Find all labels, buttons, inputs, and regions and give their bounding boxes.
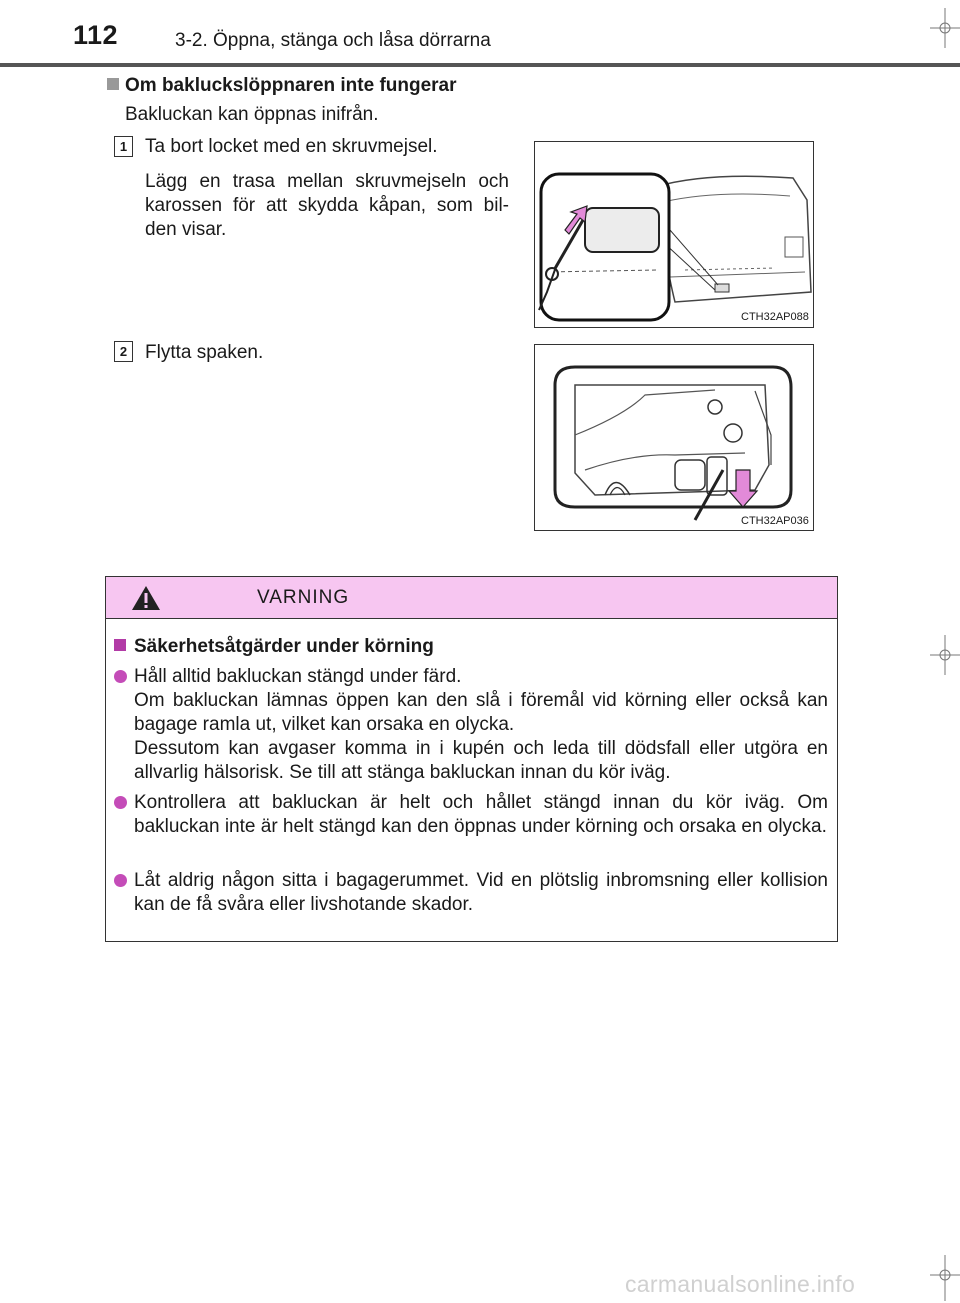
step-2-text: Flytta spaken.	[145, 342, 264, 363]
circle-bullet-icon	[114, 796, 127, 809]
warning-heading-text: Säkerhetsåtgärder under körning	[134, 636, 434, 657]
lever-illustration	[535, 345, 813, 530]
warning-item-line: Håll alltid bakluckan stängd under färd.	[134, 666, 462, 687]
crop-mark-icon	[930, 8, 960, 48]
section-intro: Bakluckan kan öppnas inifrån.	[125, 104, 379, 125]
step-number-badge: 1	[114, 136, 133, 157]
section-heading	[107, 75, 457, 97]
warning-item-line: Kontrollera att bakluckan är helt och hållet stängd innan du kör iväg. Om bakluckan inte är helt stängd kan den öppnas under körning och orsaka en olycka.	[134, 792, 828, 837]
square-bullet-icon	[114, 639, 126, 651]
warning-item	[134, 791, 828, 839]
tailgate-cover-illustration	[535, 142, 813, 327]
warning-item-line: Om bakluckan lämnas öppen kan den slå i föremål vid körning eller också kan bagage ramla ut, vilket kan orsaka en olycka.	[134, 690, 828, 735]
warning-item-line: Dessutom kan avgaser komma in i kupén och leda till dödsfall eller utgöra en allvarlig hälsorisk. Se till att stänga bakluckan innan du kör iväg.	[134, 738, 828, 783]
figure-remove-cover	[534, 141, 814, 328]
crop-mark-icon	[930, 635, 960, 675]
chapter-title: 3-2. Öppna, stänga och låsa dörrarna	[175, 30, 491, 51]
warning-header	[106, 577, 837, 619]
figure-code-label: CTH32AP036	[741, 515, 809, 527]
page-number: 112	[73, 20, 119, 50]
warning-box	[105, 576, 838, 942]
warning-item-line: Låt aldrig någon sitta i bagagerummet. Vid en plötslig inbromsning eller kollision kan de få svåra eller livshotande skador.	[134, 870, 828, 915]
warning-item	[134, 869, 828, 917]
circle-bullet-icon	[114, 670, 127, 683]
step-number-badge: 2	[114, 341, 133, 362]
warning-heading	[114, 636, 434, 658]
warning-item	[134, 665, 828, 785]
header-rule	[0, 63, 960, 67]
page-header	[0, 0, 960, 70]
watermark: carmanualsonline.info	[625, 1271, 856, 1297]
figure-code-label: CTH32AP088	[741, 311, 809, 323]
crop-mark-icon	[930, 1255, 960, 1301]
section-heading-text: Om bakluckslöppnaren inte fungerar	[125, 75, 457, 96]
step-1-note: Lägg en trasa mellan skruvmejseln och karossen för att skydda kåpan, som bil- den visar.	[145, 171, 509, 240]
figure-move-lever	[534, 344, 814, 531]
warning-triangle-icon	[131, 585, 161, 616]
warning-title: VARNING	[257, 587, 350, 608]
step-1-text: Ta bort locket med en skruvmejsel.	[145, 136, 438, 157]
circle-bullet-icon	[114, 874, 127, 887]
square-bullet-icon	[107, 78, 119, 90]
